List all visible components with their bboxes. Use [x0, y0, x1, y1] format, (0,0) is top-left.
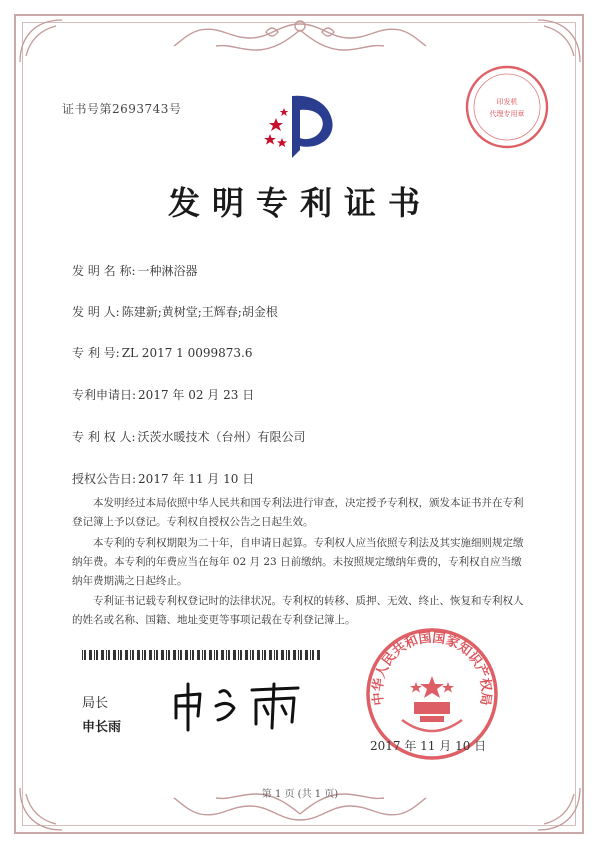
field-application-date [72, 386, 254, 403]
barcode-bar [130, 650, 131, 660]
paragraph-register: 专利证书记载专利权登记时的法律状况。专利权的转移、质押、无效、终止、恢复和专利权人的姓名或名称、国籍、地址变更等事项记载在专利登记簿上。 [72, 595, 524, 626]
corner-ornament-top-right [514, 16, 584, 66]
barcode-bar [120, 650, 122, 660]
seal-text: 中华人民共和国国家知识产权局 [370, 630, 494, 707]
field-value: 陈建新;黄树堂;王辉春;胡金根 [121, 305, 278, 319]
barcode-bar [168, 650, 170, 660]
barcode-bar [305, 650, 308, 660]
barcode-bar [221, 650, 224, 660]
field-patent-number [72, 344, 253, 361]
field-label: 发 明 人: [72, 305, 120, 319]
field-value: 一种淋浴器 [137, 264, 198, 278]
field-value: 2017 年 02 月 23 日 [138, 388, 255, 402]
barcode-bar [269, 650, 272, 660]
barcode-bar [252, 650, 254, 660]
barcode-bar [156, 650, 158, 660]
barcode-bar [190, 650, 191, 660]
barcode-bar [317, 650, 320, 660]
barcode-bar [137, 650, 140, 660]
barcode-bar [286, 650, 287, 660]
barcode [82, 650, 322, 660]
barcode-bar [94, 650, 95, 660]
field-label: 专利申请日: [72, 388, 137, 402]
barcode-bar [192, 650, 194, 660]
barcode-bar [101, 650, 104, 660]
svg-text:印发机: 印发机 [496, 98, 518, 106]
agency-stamp [462, 62, 552, 152]
barcode-bar [312, 650, 314, 660]
barcode-bar [233, 650, 236, 660]
barcode-bar [144, 650, 146, 660]
barcode-bar [154, 650, 155, 660]
field-patentee [72, 428, 306, 445]
barcode-bar [82, 650, 83, 660]
barcode-bar [108, 650, 110, 660]
barcode-bar [113, 650, 116, 660]
barcode-bar [161, 650, 164, 660]
barcode-bar [209, 650, 212, 660]
barcode-bar [197, 650, 200, 660]
signer-name: 申长雨 [82, 720, 122, 735]
barcode-bar [178, 650, 179, 660]
barcode-bar [106, 650, 107, 660]
corner-ornament-top-left [16, 16, 86, 66]
barcode-bar [118, 650, 119, 660]
barcode-bar [276, 650, 278, 660]
barcode-bar [264, 650, 266, 660]
paragraph-grant: 本发明经过本局依照中华人民共和国专利法进行审查，决定授予专利权，颁发本证书并在专利登记簿上予以登记。专利权自授权公告之日起生效。 [72, 497, 524, 528]
barcode-bar [238, 650, 239, 660]
barcode-bar [300, 650, 302, 660]
field-invention-name [72, 262, 198, 279]
barcode-bar [293, 650, 296, 660]
field-value: 沃茨水暖技术（台州）有限公司 [137, 430, 306, 444]
barcode-bar [298, 650, 299, 660]
barcode-bar [84, 650, 86, 660]
barcode-bar [173, 650, 176, 660]
field-value: ZL 2017 1 0099873.6 [121, 346, 253, 360]
signer-role: 局长 [82, 696, 109, 711]
seal-date: 2017 年 11 月 10 日 [370, 739, 487, 753]
handwritten-signature [168, 674, 318, 734]
barcode-bar [180, 650, 182, 660]
barcode-bar [89, 650, 92, 660]
cnipa-logo [262, 88, 342, 168]
svg-text:中华人民共和国国家知识产权局 [370, 630, 495, 707]
certificate-number: 证书号第2693743号 [62, 102, 182, 116]
field-label: 专 利 权 人: [72, 430, 136, 444]
barcode-bar [240, 650, 242, 660]
barcode-bar [257, 650, 260, 660]
barcode-bar [245, 650, 248, 660]
field-grant-date [72, 470, 254, 487]
barcode-bar [262, 650, 263, 660]
paragraph-term: 本专利的专利权期限为二十年，自申请日起算。专利权人应当依照专利法及其实施细则规定缴纳年费。本专利的年费应当在每年 02 月 23 日前缴纳。未按照规定缴纳年费的，专利权自应当缴纳年费期满之日起终止。 [72, 537, 524, 587]
barcode-bar [149, 650, 152, 660]
field-label: 专 利 号: [72, 346, 120, 360]
field-label: 发 明 名 称: [72, 264, 136, 278]
barcode-bar [310, 650, 311, 660]
barcode-bar [142, 650, 143, 660]
barcode-bar [281, 650, 284, 660]
barcode-bar [250, 650, 251, 660]
svg-text:代理专用章: 代理专用章 [489, 110, 525, 118]
top-ornament [170, 16, 430, 66]
field-value: 2017 年 11 月 10 日 [138, 472, 255, 486]
barcode-bar [274, 650, 275, 660]
barcode-bar [228, 650, 230, 660]
barcode-bar [96, 650, 98, 660]
barcode-bar [214, 650, 215, 660]
certificate-title: 发明专利证书 [167, 184, 432, 222]
field-inventors [72, 303, 278, 320]
barcode-bar [216, 650, 218, 660]
barcode-bar [185, 650, 188, 660]
barcode-bar [288, 650, 290, 660]
barcode-bar [132, 650, 134, 660]
page-number: 第 1 页 (共 1 页) [261, 789, 339, 800]
field-label: 授权公告日: [72, 472, 137, 486]
barcode-bar [204, 650, 206, 660]
barcode-bar [226, 650, 227, 660]
barcode-bar [202, 650, 203, 660]
barcode-bar [125, 650, 128, 660]
barcode-bar [166, 650, 167, 660]
